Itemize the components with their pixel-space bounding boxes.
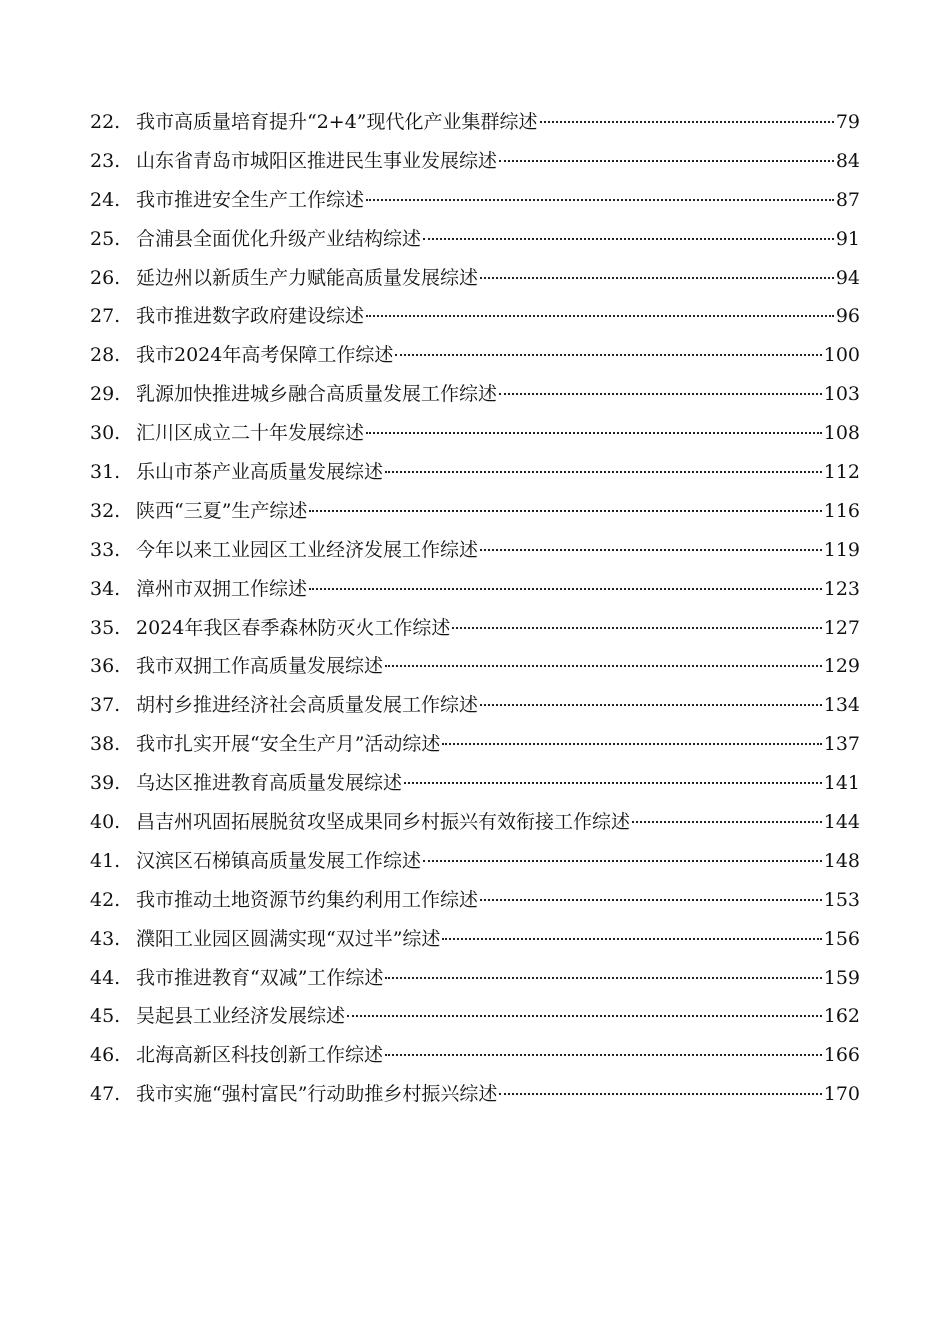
toc-entry-page-number: 129 — [823, 655, 860, 678]
toc-entry[interactable] — [90, 340, 860, 379]
toc-dot-leader — [385, 471, 822, 473]
toc-entry[interactable] — [90, 224, 860, 263]
toc-entry-title: 我市双拥工作高质量发展综述 — [136, 655, 384, 678]
toc-dot-leader — [632, 821, 822, 823]
toc-entry-page-number: 84 — [835, 149, 860, 172]
toc-dot-leader — [442, 938, 821, 940]
toc-entry-number: 26. — [90, 266, 121, 289]
toc-entry-number: 34. — [90, 577, 121, 600]
toc-entry-number: 28. — [90, 344, 121, 367]
toc-entry-page-number: 141 — [823, 772, 860, 795]
toc-dot-leader — [395, 354, 821, 356]
toc-entry-page-number: 166 — [823, 1044, 860, 1067]
toc-dot-leader — [499, 1093, 821, 1095]
toc-dot-leader — [385, 1054, 822, 1056]
toc-entry-title: 山东省青岛市城阳区推进民生事业发展综述 — [136, 149, 498, 172]
toc-entry[interactable] — [90, 613, 860, 652]
toc-dot-leader — [540, 121, 834, 123]
toc-entry[interactable] — [90, 924, 860, 963]
toc-entry[interactable] — [90, 107, 860, 146]
toc-dot-leader — [309, 510, 821, 512]
toc-entry[interactable] — [90, 885, 860, 924]
toc-dot-leader — [452, 627, 821, 629]
toc-entry[interactable] — [90, 768, 860, 807]
toc-entry[interactable] — [90, 963, 860, 1002]
toc-entry[interactable] — [90, 690, 860, 729]
toc-entry-number: 22. — [90, 111, 121, 133]
toc-entry-page-number: 112 — [823, 461, 860, 484]
toc-dot-leader — [480, 704, 822, 706]
toc-dot-leader — [309, 588, 822, 590]
toc-entry[interactable] — [90, 535, 860, 574]
toc-entry-number: 38. — [90, 733, 121, 756]
toc-entry-title: 汉滨区石梯镇高质量发展工作综述 — [136, 849, 422, 872]
toc-entry-title: 乐山市茶产业高质量发展综述 — [136, 461, 384, 484]
toc-entry-page-number: 127 — [823, 616, 860, 639]
toc-entry[interactable] — [90, 574, 860, 613]
toc-entry-number: 23. — [90, 149, 121, 172]
toc-dot-leader — [499, 160, 834, 162]
toc-entry-page-number: 103 — [823, 383, 860, 406]
toc-entry-page-number: 148 — [823, 849, 860, 872]
toc-entry-number: 32. — [90, 499, 121, 522]
toc-entry-number: 42. — [90, 888, 121, 911]
toc-entry-title: 2024年我区春季森林防灭火工作综述 — [136, 616, 451, 639]
table-of-contents — [90, 107, 860, 1118]
toc-dot-leader — [366, 199, 834, 201]
toc-entry-page-number: 91 — [835, 227, 860, 250]
toc-entry[interactable] — [90, 301, 860, 340]
toc-entry-title: 我市推动土地资源节约集约利用工作综述 — [136, 888, 479, 911]
toc-entry[interactable] — [90, 379, 860, 418]
toc-entry-title: 乌达区推进教育高质量发展综述 — [136, 772, 403, 795]
toc-entry-number: 24. — [90, 188, 121, 211]
toc-entry-title: 我市推进安全生产工作综述 — [136, 188, 365, 211]
toc-entry-page-number: 108 — [823, 422, 860, 445]
toc-entry-number: 39. — [90, 772, 121, 795]
toc-entry-page-number: 96 — [835, 305, 860, 328]
toc-entry-number: 43. — [90, 927, 121, 950]
toc-entry-page-number: 94 — [835, 266, 860, 289]
toc-dot-leader — [404, 782, 822, 784]
toc-entry-page-number: 87 — [835, 188, 860, 211]
toc-entry[interactable] — [90, 807, 860, 846]
toc-entry-number: 40. — [90, 811, 121, 834]
toc-dot-leader — [366, 315, 834, 317]
toc-entry-page-number: 79 — [835, 111, 860, 133]
toc-entry-title: 濮阳工业园区圆满实现“双过半”综述 — [136, 927, 441, 950]
toc-entry-number: 45. — [90, 1005, 121, 1028]
toc-dot-leader — [385, 665, 822, 667]
toc-entry-title: 合浦县全面优化升级产业结构综述 — [136, 227, 422, 250]
toc-entry-number: 44. — [90, 966, 121, 989]
toc-entry-page-number: 137 — [823, 733, 860, 756]
toc-entry-page-number: 170 — [823, 1083, 860, 1106]
toc-entry[interactable] — [90, 729, 860, 768]
toc-entry-page-number: 134 — [823, 694, 860, 717]
toc-entry-title: 汇川区成立二十年发展综述 — [136, 422, 365, 445]
toc-entry[interactable] — [90, 185, 860, 224]
toc-entry-title: 胡村乡推进经济社会高质量发展工作综述 — [136, 694, 479, 717]
toc-entry-number: 36. — [90, 655, 121, 678]
toc-entry-title: 延边州以新质生产力赋能高质量发展综述 — [136, 266, 479, 289]
toc-dot-leader — [423, 238, 834, 240]
toc-entry-page-number: 116 — [823, 499, 860, 522]
toc-entry[interactable] — [90, 651, 860, 690]
toc-dot-leader — [366, 432, 822, 434]
toc-entry-title: 昌吉州巩固拓展脱贫攻坚成果同乡村振兴有效衔接工作综述 — [136, 811, 631, 834]
toc-entry-number: 41. — [90, 849, 121, 872]
toc-entry[interactable] — [90, 1040, 860, 1079]
toc-entry-number: 27. — [90, 305, 121, 328]
toc-entry[interactable] — [90, 496, 860, 535]
toc-dot-leader — [385, 977, 821, 979]
toc-entry-number: 25. — [90, 227, 121, 250]
toc-entry-page-number: 123 — [823, 577, 860, 600]
toc-entry[interactable] — [90, 846, 860, 885]
toc-entry-title: 陕西“三夏”生产综述 — [136, 499, 308, 522]
toc-entry-title: 我市推进教育“双减”工作综述 — [136, 966, 384, 989]
toc-dot-leader — [442, 743, 821, 745]
toc-entry[interactable] — [90, 1001, 860, 1040]
toc-entry-title: 我市实施“强村富民”行动助推乡村振兴综述 — [136, 1083, 498, 1106]
toc-entry-title: 我市扎实开展“安全生产月”活动综述 — [136, 733, 441, 756]
toc-entry[interactable] — [90, 457, 860, 496]
toc-entry-number: 46. — [90, 1044, 121, 1067]
toc-dot-leader — [480, 549, 822, 551]
toc-dot-leader — [480, 899, 822, 901]
toc-entry[interactable] — [90, 146, 860, 185]
toc-entry[interactable] — [90, 418, 860, 457]
toc-entry[interactable] — [90, 1079, 860, 1118]
toc-entry-title: 我市2024年高考保障工作综述 — [136, 344, 394, 367]
toc-entry-title: 我市推进数字政府建设综述 — [136, 305, 365, 328]
toc-entry-number: 37. — [90, 694, 121, 717]
toc-entry-number: 30. — [90, 422, 121, 445]
toc-entry-page-number: 153 — [823, 888, 860, 911]
toc-entry-title: 乳源加快推进城乡融合高质量发展工作综述 — [136, 383, 498, 406]
toc-dot-leader — [423, 860, 822, 862]
toc-entry-page-number: 100 — [823, 344, 860, 367]
toc-entry-number: 29. — [90, 383, 121, 406]
toc-entry-title: 吴起县工业经济发展综述 — [136, 1005, 346, 1028]
toc-entry-page-number: 159 — [823, 966, 860, 989]
toc-entry-page-number: 162 — [823, 1005, 860, 1028]
toc-entry-title: 北海高新区科技创新工作综述 — [136, 1044, 384, 1067]
toc-entry-page-number: 119 — [823, 538, 860, 561]
toc-entry-page-number: 144 — [823, 811, 860, 834]
toc-entry-title: 漳州市双拥工作综述 — [136, 577, 308, 600]
toc-entry-number: 47. — [90, 1083, 121, 1106]
toc-entry-title: 今年以来工业园区工业经济发展工作综述 — [136, 538, 479, 561]
toc-entry[interactable] — [90, 263, 860, 302]
toc-dot-leader — [499, 393, 822, 395]
toc-entry-page-number: 156 — [823, 927, 860, 950]
toc-entry-number: 31. — [90, 461, 121, 484]
toc-entry-number: 33. — [90, 538, 121, 561]
toc-entry-title: 我市高质量培育提升“2+4”现代化产业集群综述 — [136, 111, 538, 133]
toc-dot-leader — [480, 277, 834, 279]
toc-dot-leader — [347, 1015, 822, 1017]
toc-entry-number: 35. — [90, 616, 121, 639]
